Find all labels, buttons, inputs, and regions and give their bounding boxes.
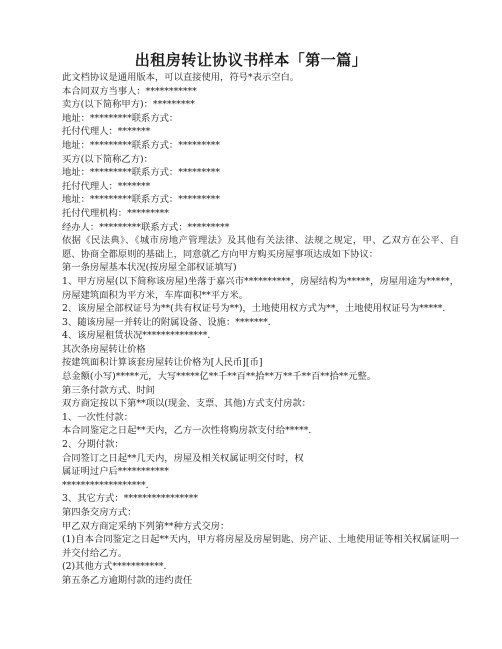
paragraph-line: 2、该房屋全部权证号为**(共有权证号为**)，土地使用权方式为**，土地使用权证号为*****. — [62, 303, 446, 315]
paragraph-line: 本合同双方当事人：*********** — [62, 85, 197, 97]
paragraph-line: 卖方(以下简称甲方)：********* — [62, 99, 195, 111]
paragraph-line: 第一条房屋基本状况(按房屋全部权证填写) — [62, 262, 237, 274]
paragraph-line: (2)其他方式***********. — [62, 561, 167, 573]
document-body — [43, 71, 459, 588]
paragraph-line: 按建筑面积计算该套房屋转让价格为[人民币][币] — [62, 357, 263, 369]
paragraph-line: 甲乙双方商定采纳下列第**种方式交房： — [62, 520, 230, 532]
paragraph-line: 托付代理机构：********* — [62, 207, 169, 219]
paragraph-line: 依据《民法典》、《城市房地产管理法》及其他有关法律、法规之规定，甲、乙双方在公平、自愿、协商全都原则的基础上，同意就乙方向甲方购买房屋事项达成如下协议： — [62, 235, 459, 260]
paragraph-line: 此文档协议是通用版本，可以直接使用，符号*表示空白。 — [62, 72, 300, 83]
paragraph-line: 经办人：*********联系方式：********* — [62, 221, 230, 233]
paragraph-line: 地址：*********联系方式：********* — [62, 194, 221, 206]
paragraph-line: 托付代理人：******* — [62, 126, 151, 138]
paragraph-line: 双方商定按以下第**项以(现金、支票、其他)方式支付房款： — [62, 398, 311, 410]
paragraph-line: 属证明过户后*********** — [62, 466, 169, 478]
document-title: 出租房转让协议书样本「第一篇」 — [134, 51, 368, 69]
paragraph-line: 合同签订之日起**几天内，房屋及相关权属证明交付时，权 — [62, 452, 304, 464]
paragraph-line: 托付代理人：******* — [62, 180, 151, 192]
paragraph-line: 第四条交房方式： — [62, 507, 137, 518]
paragraph-line: 1、一次性付款： — [62, 411, 133, 423]
paragraph-line: 第三条付款方式、时间 — [62, 384, 155, 396]
paragraph-line: 3、其它方式：**************** — [62, 493, 199, 505]
paragraph-line: 其次条房屋转让价格 — [62, 343, 146, 355]
paragraph-line: 第五条乙方逾期付款的违约责任 — [62, 574, 193, 586]
paragraph-line: 地址：*********联系方式：********* — [62, 139, 221, 151]
paragraph-line: 地址：*********联系方式： — [62, 112, 179, 124]
paragraph-line: 买方(以下简称乙方)： — [62, 153, 153, 165]
paragraph-line: ******************. — [62, 479, 149, 491]
paragraph-line: (1)自本合同鉴定之日起**天内，甲方将房屋及房屋钥匙、房产证、土地使用证等相关权属证明一并交付给乙方。 — [62, 534, 459, 559]
paragraph-line: 3、随该房屋一并转让的附属设备、设施：*******. — [62, 316, 271, 328]
paragraph-line: 地址：*********联系方式：********* — [62, 167, 221, 179]
paragraph-line: 2、分期付款： — [62, 439, 124, 451]
paragraph-line: 4、该房屋租赁状况**************. — [62, 330, 211, 342]
paragraph-line: 总金额(小写)*****元，大写*****亿**千**百**拾**万**千**百**拾**元整。 — [62, 371, 377, 383]
paragraph-line: 1、甲方房屋(以下简称该房屋)坐落于嘉兴市**********，房屋结构为*****，房屋用途为*****，房屋建筑面积为平方米，车库面积**平方米。 — [62, 275, 459, 301]
paragraph-line: 本合同鉴定之日起**天内，乙方一次性将购房款支付给*****. — [62, 425, 312, 437]
